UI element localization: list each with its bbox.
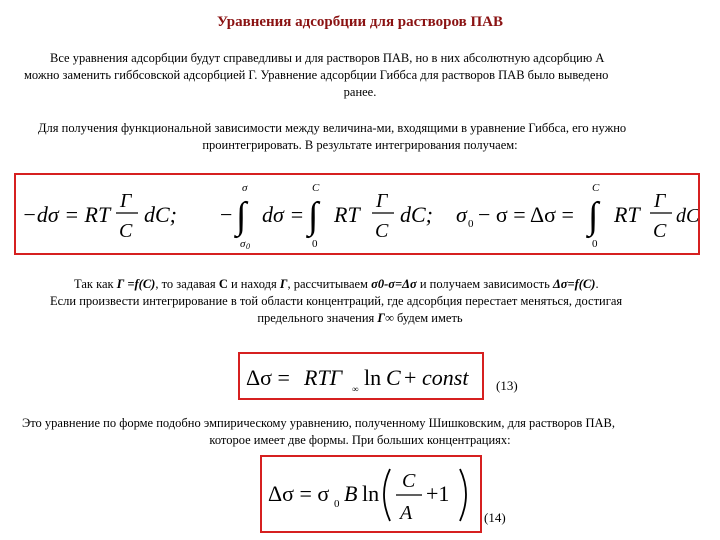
svg-text:RTΓ: RTΓ [304, 365, 343, 390]
paragraph-3-line-2: Если произвести интегрирование в той области концентраций, где адсорбция перестает меняться, достигая [50, 294, 623, 308]
p3-text-e: и находя [227, 277, 280, 291]
svg-text:σ: σ [456, 202, 467, 227]
svg-text:0: 0 [246, 242, 250, 251]
paragraph-1-line-1: Все уравнения адсорбции будут справедливы и для растворов ПАВ, но в них абсолютную адсорбцию А [50, 51, 605, 65]
svg-text:Δσ =: Δσ = [246, 365, 290, 390]
svg-text:Γ: Γ [654, 190, 666, 212]
svg-text:const: const [422, 365, 469, 390]
p3-line3-text-a: предельного значения [257, 311, 378, 325]
svg-text:0: 0 [334, 498, 340, 510]
svg-text:C: C [592, 182, 600, 194]
svg-text:+1: +1 [426, 481, 450, 506]
svg-text:∫: ∫ [308, 195, 319, 237]
p3-text-a: Так как [74, 277, 117, 291]
equation-13-number: (13) [496, 378, 518, 393]
svg-text:C: C [375, 220, 389, 242]
svg-text:∫: ∫ [236, 195, 247, 237]
svg-text:ln: ln [364, 365, 382, 390]
integration-equations-formula [16, 175, 698, 253]
svg-text:Δσ = σ: Δσ = σ [268, 481, 330, 506]
svg-text:C: C [386, 365, 401, 390]
svg-text:C: C [653, 220, 667, 242]
paragraph-3-line-1 [74, 276, 599, 293]
svg-text:RT: RT [334, 202, 360, 227]
p3-text-b: Г =f(С) [116, 277, 156, 291]
p3-text-g: , рассчитываем [287, 277, 372, 291]
equation-14-number: (14) [484, 510, 506, 525]
page-title: Уравнения адсорбции для растворов ПАВ [217, 14, 503, 30]
svg-text:A: A [400, 502, 413, 524]
p3-text-j: Δσ=f(С) [552, 277, 596, 291]
svg-text:B: B [344, 481, 358, 506]
svg-text:ln: ln [362, 481, 380, 506]
paragraph-3-line-3 [0, 310, 720, 327]
p3-text-f: Г [279, 277, 288, 291]
paragraph-2-line-2: проинтегрировать. В результате интегрирования получаем: [202, 138, 518, 152]
paragraph-4-line-1: Это уравнение по форме подобно эмпирическому уравнению, полученному Шишковским, для растворов ПАВ, [22, 416, 615, 430]
svg-text:∞: ∞ [352, 384, 359, 394]
svg-text:σ: σ [242, 182, 248, 194]
equation-13-box [238, 352, 484, 400]
p3-line3-text-b: Г∞ [377, 311, 394, 325]
p3-line3-text-c: будем иметь [393, 311, 463, 325]
p3-text-d: С [218, 277, 228, 291]
svg-text:C: C [119, 220, 133, 242]
svg-text:σ: σ [240, 238, 246, 250]
svg-text:dC;: dC; [144, 202, 177, 227]
p3-text-k: . [595, 277, 599, 291]
p3-text-i: и получаем зависимость [416, 277, 553, 291]
svg-text:0: 0 [468, 218, 474, 230]
svg-text:− σ = Δσ =: − σ = Δσ = [478, 202, 574, 227]
svg-text:−dσ = RT: −dσ = RT [22, 202, 111, 227]
equation-13-formula [240, 354, 482, 398]
svg-text:Γ: Γ [376, 190, 388, 212]
svg-text:dC;: dC; [400, 202, 433, 227]
p3-text-c: , то задавая [155, 277, 219, 291]
svg-text:0: 0 [592, 238, 598, 250]
svg-text:−: − [220, 202, 233, 227]
paragraph-1-line-2: можно заменить гиббсовской адсорбцией Г. Уравнение адсорбции Гиббса для растворов ПАВ было выведено [24, 68, 609, 82]
svg-text:C: C [402, 470, 416, 492]
equation-14-formula [262, 457, 480, 531]
svg-text:dC: dC [676, 205, 698, 227]
paragraph-2-line-1: Для получения функциональной зависимости между величина-ми, входящими в уравнение Гиббса, его нужно [38, 121, 627, 135]
svg-text:Γ: Γ [120, 190, 132, 212]
paragraph-1-line-3: ранее. [343, 85, 377, 99]
equation-14-box [260, 455, 482, 533]
svg-text:RT: RT [614, 202, 640, 227]
svg-text:dσ =: dσ = [262, 202, 305, 227]
p3-text-h: σ0-σ=Δσ [371, 277, 417, 291]
paragraph-4-line-2: которое имеет две формы. При больших концентрациях: [209, 433, 511, 447]
svg-text:∫: ∫ [588, 195, 599, 237]
svg-text:C: C [312, 182, 320, 194]
svg-text:0: 0 [312, 238, 318, 250]
integration-equations-box [14, 173, 700, 255]
svg-text:+: + [404, 365, 417, 390]
